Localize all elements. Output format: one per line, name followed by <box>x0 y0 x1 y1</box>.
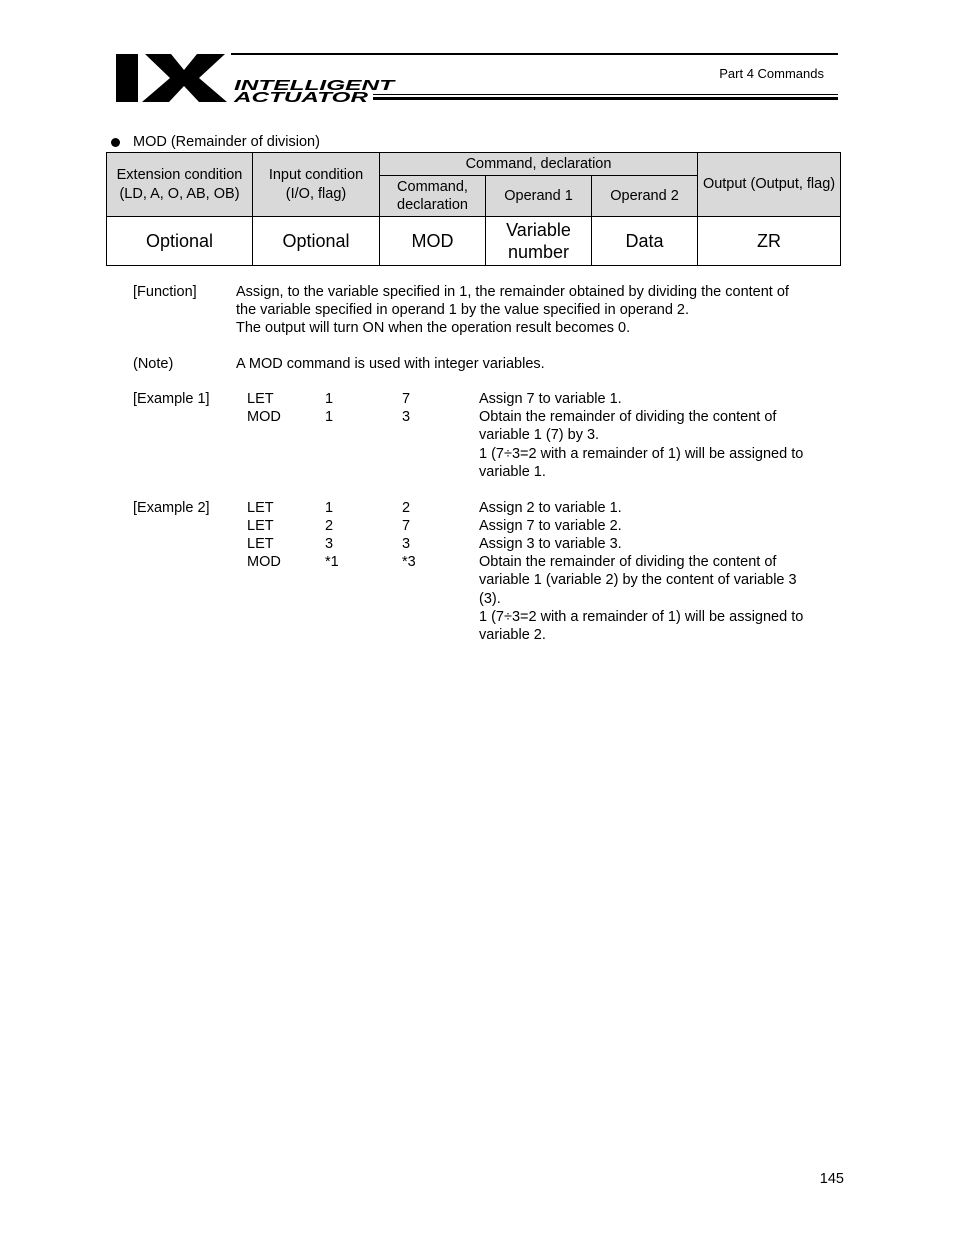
header-command-group: Command, declaration <box>380 153 698 176</box>
function-line-3: The output will turn ON when the operation result becomes 0. <box>236 320 631 336</box>
example-1-row-2-operand-1: 1 <box>325 409 334 425</box>
example-2-row-3-command: LET <box>247 536 274 552</box>
logo-line1: INTELLIGENT <box>234 77 397 94</box>
example-1-row-2-description-line-4: variable 1. <box>479 464 546 480</box>
example-2-row-4-command: MOD <box>247 554 281 570</box>
example-1-row-1-operand-1: 1 <box>325 391 334 407</box>
example-1-row-2-description-line-1: Obtain the remainder of dividing the content of <box>479 409 777 425</box>
cell-extension-condition: Optional <box>107 217 253 266</box>
note-label: (Note) <box>133 356 174 372</box>
example-1-row-2-command: MOD <box>247 409 281 425</box>
header-rule <box>231 53 838 55</box>
page-number: 145 <box>819 1171 844 1187</box>
example-2-row-1-operand-2: 2 <box>402 500 411 516</box>
function-line-1: Assign, to the variable specified in 1, the remainder obtained by dividing the content of <box>236 284 789 300</box>
header-rule-thin <box>373 94 838 95</box>
header-output: Output (Output, flag) <box>698 153 841 217</box>
example-1-row-1-command: LET <box>247 391 274 407</box>
logo-line2: ACTUATOR <box>232 89 369 104</box>
example-2-row-2-command: LET <box>247 518 274 534</box>
example-2-row-4-operand-2: *3 <box>402 554 416 570</box>
section-title: MOD (Remainder of division) <box>133 134 320 150</box>
header-command: Command, declaration <box>380 176 486 217</box>
example-1-row-2-description-line-2: variable 1 (7) by 3. <box>479 427 600 443</box>
function-label: [Function] <box>133 284 197 300</box>
example-2-row-4-description-line-3: (3). <box>479 591 501 607</box>
cell-output: ZR <box>698 217 841 266</box>
cell-input-condition: Optional <box>253 217 380 266</box>
example-1-row-2-operand-2: 3 <box>402 409 411 425</box>
example-2-row-1-description: Assign 2 to variable 1. <box>479 500 622 516</box>
example-2-row-4-description-line-4: 1 (7÷3=2 with a remainder of 1) will be assigned to <box>479 609 804 625</box>
example-2-row-4-description-line-2: variable 1 (variable 2) by the content of variable 3 <box>479 572 797 588</box>
header-operand-1: Operand 1 <box>486 176 592 217</box>
header-rule-thick <box>373 97 838 100</box>
cell-operand-1: Variable number <box>486 217 592 266</box>
example-2-row-1-operand-1: 1 <box>325 500 334 516</box>
example-2-row-4-description-line-5: variable 2. <box>479 627 546 643</box>
example-2-row-3-operand-2: 3 <box>402 536 411 552</box>
example-2-row-1-command: LET <box>247 500 274 516</box>
example-2-row-4-operand-1: *1 <box>325 554 339 570</box>
example-2-row-3-description: Assign 3 to variable 3. <box>479 536 622 552</box>
part-label: Part 4 Commands <box>719 66 824 81</box>
header-input-condition: Input condition (I/O, flag) <box>253 153 380 217</box>
example-1-row-1-operand-2: 7 <box>402 391 411 407</box>
cell-operand-2: Data <box>592 217 698 266</box>
command-table <box>106 152 841 266</box>
header-operand-2: Operand 2 <box>592 176 698 217</box>
example-1-row-1-description: Assign 7 to variable 1. <box>479 391 622 407</box>
bullet-icon <box>111 138 120 147</box>
example-2-row-2-operand-1: 2 <box>325 518 334 534</box>
example-2-row-2-operand-2: 7 <box>402 518 411 534</box>
example-1-label: [Example 1] <box>133 391 210 407</box>
logo-graphic <box>115 52 397 104</box>
cell-command: MOD <box>380 217 486 266</box>
example-2-row-2-description: Assign 7 to variable 2. <box>479 518 622 534</box>
function-line-2: the variable specified in operand 1 by the value specified in operand 2. <box>236 302 690 318</box>
header-extension-condition: Extension condition (LD, A, O, AB, OB) <box>107 153 253 217</box>
example-1-row-2-description-line-3: 1 (7÷3=2 with a remainder of 1) will be assigned to <box>479 446 804 462</box>
example-2-label: [Example 2] <box>133 500 210 516</box>
note-text: A MOD command is used with integer variables. <box>236 356 545 372</box>
example-2-row-4-description-line-1: Obtain the remainder of dividing the content of <box>479 554 777 570</box>
example-2-row-3-operand-1: 3 <box>325 536 334 552</box>
intelligent-actuator-logo <box>115 52 397 104</box>
